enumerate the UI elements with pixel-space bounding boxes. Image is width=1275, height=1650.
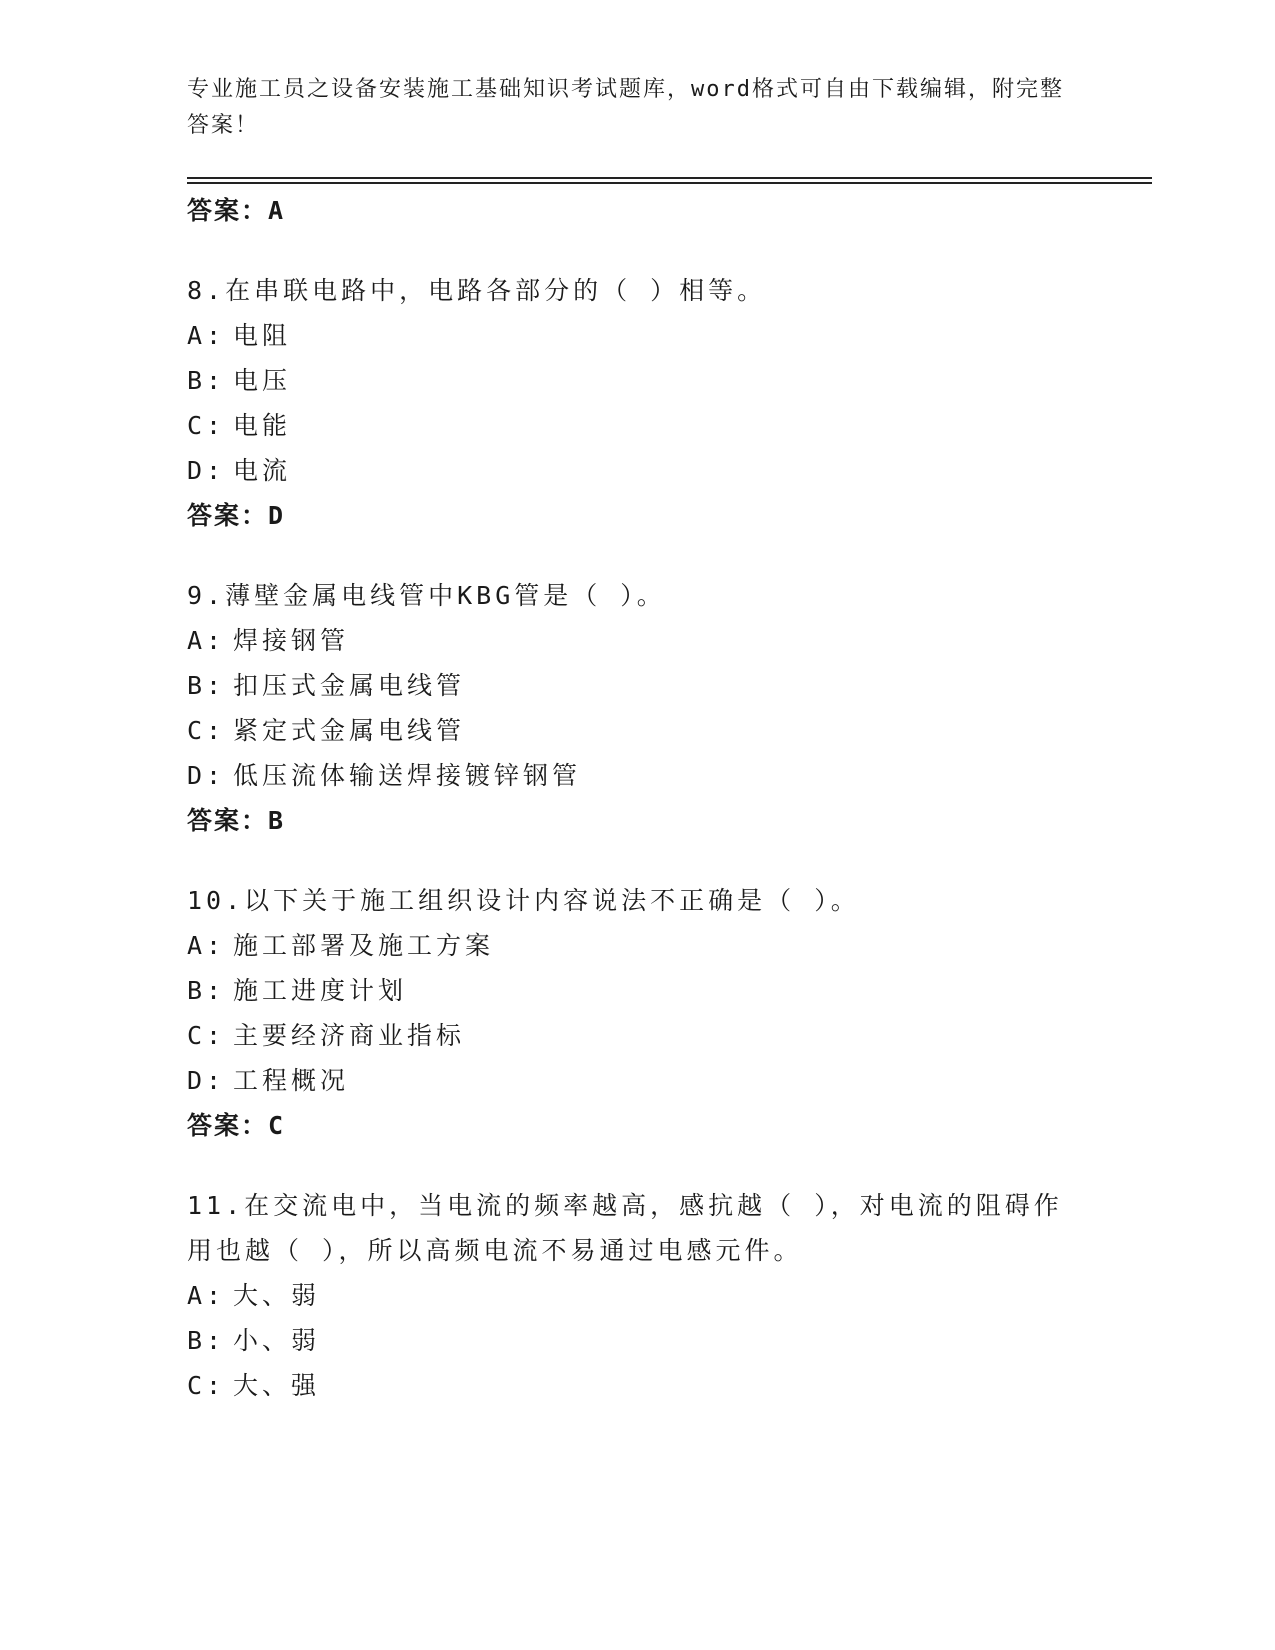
option-a (187, 618, 1087, 663)
document-header (187, 72, 1067, 144)
option-text: 电阻 (233, 321, 292, 350)
option-key: A: (187, 321, 226, 350)
option-a (187, 923, 1087, 968)
question-8 (187, 268, 1087, 539)
question-stem: 10.以下关于施工组织设计内容说法不正确是（ ）。 (187, 886, 860, 915)
question-stem: 8.在串联电路中，电路各部分的（ ）相等。 (187, 276, 767, 305)
option-text: 施工进度计划 (233, 976, 408, 1005)
option-a (187, 313, 1087, 358)
option-key: A: (187, 931, 226, 960)
option-c (187, 403, 1087, 448)
header-rule-top (187, 177, 1152, 179)
option-c (187, 1013, 1087, 1058)
option-key: B: (187, 1326, 226, 1355)
header-text: 专业施工员之设备安装施工基础知识考试题库，word格式可自由下载编辑，附完整答案！ (187, 77, 1064, 138)
previous-answer: 答案：A (187, 196, 286, 225)
option-key: C: (187, 411, 226, 440)
answer-line: 答案：B (187, 806, 286, 835)
question-9 (187, 573, 1087, 844)
question-10 (187, 878, 1087, 1149)
option-text: 电压 (233, 366, 292, 395)
question-11 (187, 1183, 1087, 1408)
option-key: D: (187, 1066, 226, 1095)
option-text: 大、弱 (233, 1281, 321, 1310)
option-key: B: (187, 366, 226, 395)
option-c (187, 708, 1087, 753)
option-b (187, 358, 1087, 403)
answer-line: 答案：C (187, 1111, 286, 1140)
question-list (187, 188, 1087, 1408)
question-stem: 9.薄壁金属电线管中KBG管是（ ）。 (187, 581, 666, 610)
option-key: B: (187, 976, 226, 1005)
option-key: C: (187, 1371, 226, 1400)
option-text: 紧定式金属电线管 (233, 716, 466, 745)
option-key: D: (187, 761, 226, 790)
question-stem: 11.在交流电中，当电流的频率越高，感抗越（ ），对电流的阻碍作用也越（ ），所以高频电流不易通过电感元件。 (187, 1191, 1063, 1265)
option-d (187, 448, 1087, 493)
option-key: C: (187, 716, 226, 745)
option-b (187, 968, 1087, 1013)
option-d (187, 753, 1087, 798)
option-b (187, 1318, 1087, 1363)
option-b (187, 663, 1087, 708)
option-text: 扣压式金属电线管 (233, 671, 466, 700)
option-text: 小、弱 (233, 1326, 321, 1355)
option-text: 大、强 (233, 1371, 321, 1400)
option-key: A: (187, 1281, 226, 1310)
option-text: 低压流体输送焊接镀锌钢管 (233, 761, 582, 790)
option-d (187, 1058, 1087, 1103)
option-text: 主要经济商业指标 (233, 1021, 466, 1050)
option-a (187, 1273, 1087, 1318)
option-text: 焊接钢管 (233, 626, 350, 655)
option-key: C: (187, 1021, 226, 1050)
option-key: B: (187, 671, 226, 700)
option-text: 电能 (233, 411, 292, 440)
option-c (187, 1363, 1087, 1408)
header-rule-bottom (187, 182, 1152, 184)
option-text: 工程概况 (233, 1066, 350, 1095)
option-text: 施工部署及施工方案 (233, 931, 495, 960)
answer-line: 答案：D (187, 501, 286, 530)
option-key: A: (187, 626, 226, 655)
option-text: 电流 (233, 456, 292, 485)
option-key: D: (187, 456, 226, 485)
